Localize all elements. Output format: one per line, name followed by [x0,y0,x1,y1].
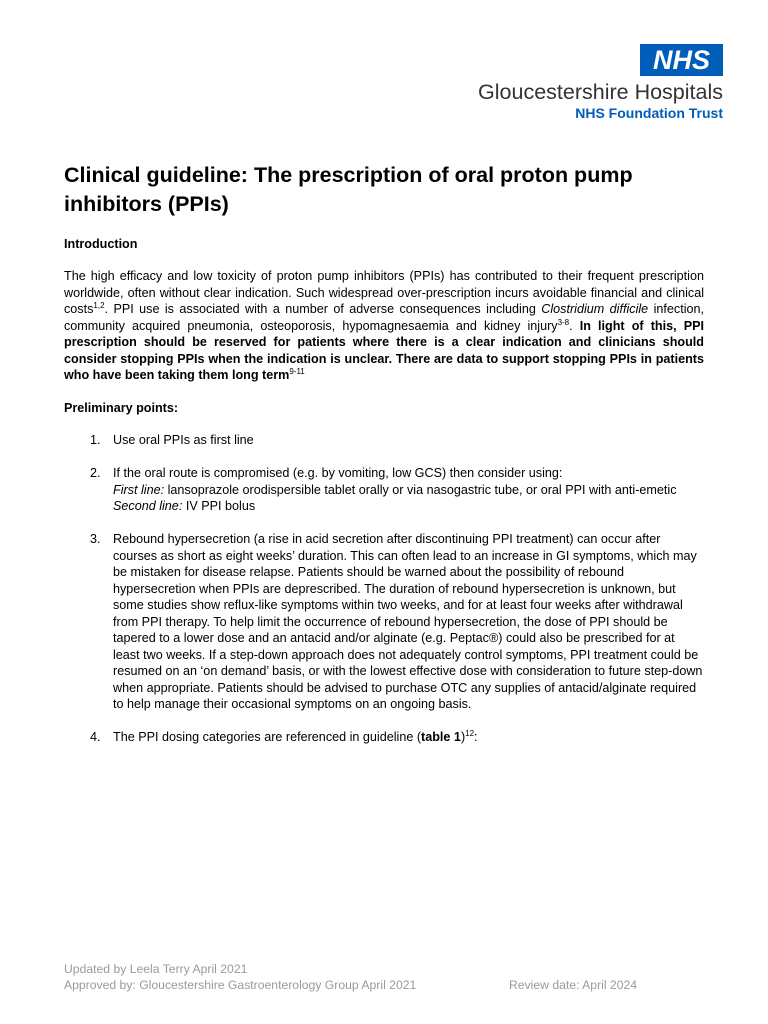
nhs-logo: NHS [640,44,723,76]
intro-text-3: infection, community acquired pneumonia, osteoporosis, hypomagnesaemia and kidney injury [64,302,705,333]
list-number: 3. [90,532,101,546]
table-reference: table 1 [421,730,461,744]
list-number: 2. [90,466,101,480]
list-text: If the oral route is compromised (e.g. by vomiting, low GCS) then consider using: [113,466,563,480]
second-line-text: IV PPI bolus [182,499,256,513]
second-line-option [113,498,704,515]
list-item [64,432,704,449]
list-number: 4. [90,730,101,744]
list-number: 1. [90,433,101,447]
citation-ref: 1,2 [93,300,105,310]
second-line-label: Second line: [113,499,183,513]
first-line-option [113,482,704,499]
list-text: ) [460,730,466,744]
organism-name: Clostridium difficile [541,302,649,316]
introduction-paragraph [64,268,704,384]
intro-key-statement: In light of this, PPI prescription should be reserved for patients where there is a clear indication and clinicians should consider stopping PPIs when the indication is unclear. There are data to support stopping PPIs in patients who have been taking them long term [64,318,704,382]
organisation-subtitle: NHS Foundation Trust [575,105,723,121]
citation-ref: 12 [465,728,475,738]
citation-ref: 3-8 [557,317,570,327]
intro-text-1: The high efficacy and low toxicity of proton pump inhibitors (PPIs) has contributed to their frequent prescription worldwide, often without clear indication. Such widespread over-prescription incurs avoidable financial and clinical costs [64,269,704,316]
list-text: : [474,730,478,744]
citation-ref: 9-11 [289,366,305,376]
organisation-name: Gloucestershire Hospitals [478,80,723,104]
list-text: Use oral PPIs as first line [113,433,254,447]
first-line-label: First line: [113,482,165,497]
footer-updated: Updated by Leela Terry April 2021 [64,962,248,976]
footer-approved: Approved by: Gloucestershire Gastroenterology Group April 2021 [64,978,417,992]
list-text: The PPI dosing categories are referenced in guideline ( [113,730,422,744]
preliminary-list [64,432,704,762]
list-item [64,465,704,515]
footer-review-date: Review date: April 2024 [509,978,638,992]
intro-text-2: . PPI use is associated with a number of adverse consequences including [104,302,542,316]
list-text: Rebound hypersecretion (a rise in acid secretion after discontinuing PPI treatment) can occur after courses as short as eight weeks’ duration. This can often lead to an increase in GI symptoms, which may be mistaken for disease relapse. Patients should be warned about the possibility of rebound hypersecretion when PPIs are deprescribed. The duration of rebound hypersecretion is unknown, but some studies show reflux-like symptoms within two weeks, and for at least four weeks after withdrawal from PPI therapy. To help limit the occurrence of rebound hypersecretion, the dose of PPI should be tapered to a lower dose and an antacid and/or alginate (e.g. Peptac®) could also be prescribed for at least two weeks. If a step-down approach does not adequately control symptoms, PPI treatment could be resumed on an ‘on demand’ basis, or with the lowest effective dose with consideration to future step-down when appropriate. Patients should be advised to purchase OTC any supplies of antacid/alginate required to help manage their occasional symptoms on an ongoing basis. [113,532,703,711]
first-line-text: lansoprazole orodispersible tablet orally or via nasogastric tube, or oral PPI with anti-emetic [164,482,677,497]
preliminary-heading: Preliminary points: [64,401,179,415]
introduction-heading: Introduction [64,237,138,251]
list-item [64,531,704,713]
document-title: Clinical guideline: The prescription of oral proton pump inhibitors (PPIs) [64,163,633,216]
list-item [64,729,704,746]
intro-text-4: . [569,318,580,333]
